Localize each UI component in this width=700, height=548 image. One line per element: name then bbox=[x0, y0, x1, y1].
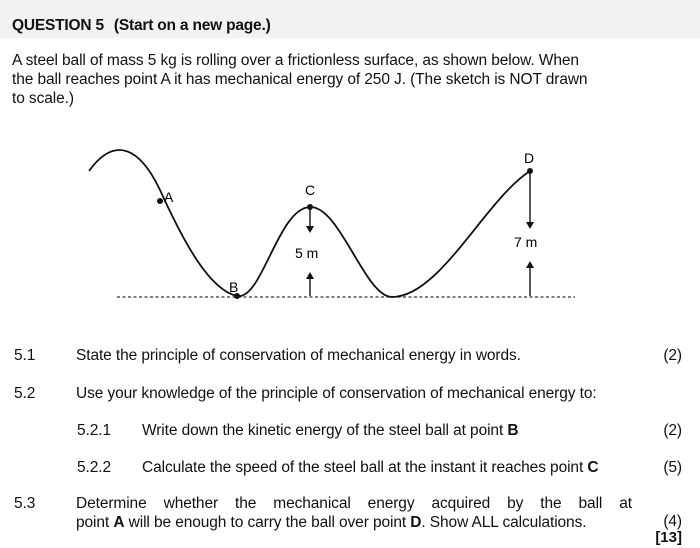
total-marks: [13] bbox=[655, 529, 682, 546]
intro-line-2: the ball reaches point A it has mechanical energy of 250 J. (The sketch is NOT drawn bbox=[12, 71, 588, 88]
item-text: Use your knowledge of the principle of conservation of mechanical energy to: bbox=[76, 385, 597, 402]
item-text-line-1: Determine whether the mechanical energy acquired by the ball at bbox=[76, 495, 632, 512]
item-marks: (2) bbox=[663, 422, 682, 439]
point-a-marker bbox=[157, 198, 163, 204]
item-number: 5.2.1 bbox=[77, 422, 111, 439]
question-5-3-text bbox=[76, 494, 632, 532]
item-marks: (4) bbox=[663, 513, 682, 530]
track-diagram bbox=[0, 140, 700, 305]
intro-line-1: A steel ball of mass 5 kg is rolling over a frictionless surface, as shown below. When bbox=[12, 52, 579, 69]
item-number: 5.2 bbox=[14, 385, 36, 402]
intro-line-3: to scale.) bbox=[12, 90, 74, 107]
item-marks: (5) bbox=[663, 459, 682, 476]
question-intro bbox=[12, 51, 652, 108]
label-a: A bbox=[164, 189, 174, 205]
item-text-line-2: point A will be enough to carry the ball over point D. Show ALL calculations. bbox=[76, 514, 587, 531]
item-text: State the principle of conservation of mechanical energy in words. bbox=[76, 347, 521, 364]
item-text: Write down the kinetic energy of the steel ball at point B bbox=[142, 422, 519, 439]
height-c-label: 5 m bbox=[295, 245, 319, 261]
question-instruction: (Start on a new page.) bbox=[113, 17, 271, 34]
question-number: QUESTION 5 bbox=[12, 17, 104, 34]
item-number: 5.2.2 bbox=[77, 459, 111, 476]
c-arrow-up-head bbox=[306, 272, 314, 279]
point-label: B bbox=[507, 422, 519, 439]
label-d: D bbox=[524, 150, 535, 166]
label-c: C bbox=[305, 182, 316, 198]
d-arrow-up-head bbox=[526, 261, 534, 268]
point-label: D bbox=[410, 514, 422, 531]
item-number: 5.1 bbox=[14, 347, 36, 364]
label-b: B bbox=[229, 279, 239, 295]
point-label: C bbox=[587, 459, 599, 476]
c-arrow-down-head bbox=[306, 226, 314, 233]
item-number: 5.3 bbox=[14, 495, 36, 512]
point-label: A bbox=[113, 514, 125, 531]
height-d-label: 7 m bbox=[514, 234, 538, 250]
question-title bbox=[12, 17, 271, 35]
d-arrow-down-head bbox=[526, 222, 534, 229]
item-marks: (2) bbox=[663, 347, 682, 364]
item-text: Calculate the speed of the steel ball at the instant it reaches point C bbox=[142, 459, 599, 476]
